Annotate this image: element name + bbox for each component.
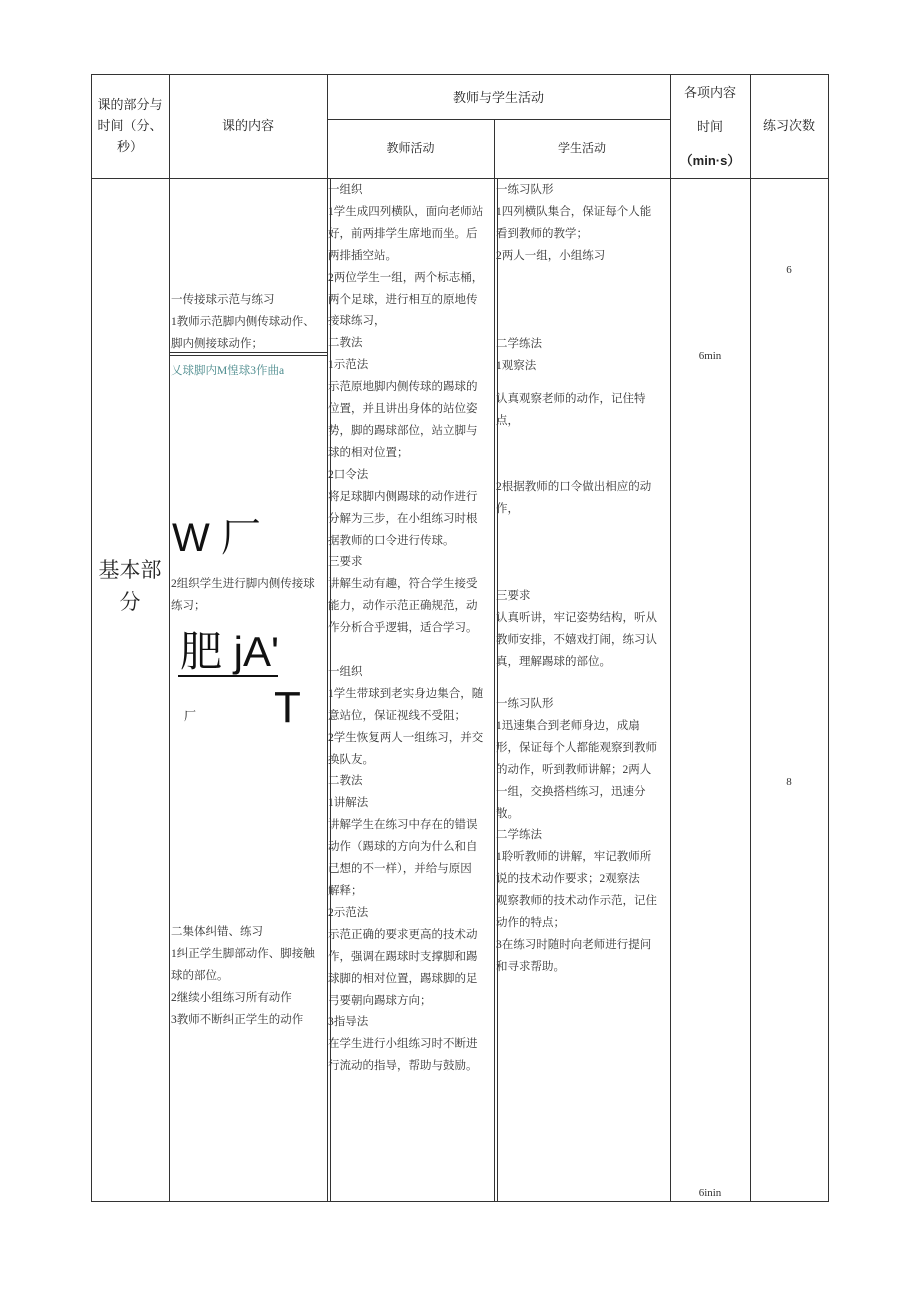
teacher-line: 解释； — [328, 884, 363, 897]
student-line: 和寻求帮助。 — [496, 960, 565, 973]
teacher-line: 己想的不一样），并给与原因 — [328, 863, 472, 876]
student-line: 1四列横队集合，保证每个人能 — [496, 205, 652, 218]
teacher-line: 三要求 — [328, 556, 363, 569]
teacher-line: 行流动的指导，帮助与鼓励。 — [328, 1060, 478, 1073]
content-line: 一传接球示范与练习 — [171, 294, 275, 306]
teacher-line: 作分析合乎逻辑，适合学习。 — [328, 622, 478, 635]
header-duration — [670, 76, 750, 178]
col-divider-5 — [750, 74, 751, 1202]
teacher-line: 意站位，保证视线不受阻； — [328, 709, 466, 722]
header-part-time-line-3: 秒） — [116, 139, 143, 154]
header-part-time-line-1: 课的部分与 — [97, 97, 163, 112]
student-line: 一组，交换搭档练习，迅速分 — [496, 785, 646, 798]
teacher-line: 换队友。 — [328, 753, 374, 766]
student-line: 2两人一组，小组练习 — [496, 249, 606, 262]
student-line: 1观察法 — [496, 359, 537, 372]
content-handwritten-mark-1: W 厂 — [172, 516, 261, 560]
content-line: 1教师示范脚内侧传球动作、 — [171, 315, 315, 328]
student-group-1 — [496, 180, 670, 268]
student-line: 3在练习时随时向老师进行提问 — [496, 938, 652, 951]
header-duration-line-1: 各项内容 — [683, 85, 736, 100]
teacher-activity-text — [328, 180, 494, 1078]
header-reps: 练习次数 — [762, 118, 815, 133]
header-content: 课的内容 — [221, 118, 274, 133]
student-group-5 — [496, 586, 670, 674]
content-line: 球的部位。 — [171, 969, 229, 982]
student-group-3 — [496, 389, 670, 433]
teacher-line: 球脚的相对位置，踢球脚的足 — [328, 972, 478, 985]
teacher-line: 球的相对位置； — [328, 446, 409, 459]
content-line: 3教师不断纠正学生的动作 — [171, 1013, 304, 1026]
header-part-time — [91, 94, 169, 157]
col-divider-3 — [494, 119, 495, 1202]
teacher-line: 一组织 — [328, 665, 363, 678]
teacher-line: 动作（踢球的方向为什么和自 — [328, 841, 478, 854]
teacher-line: 位置，并且讲出身体的站位姿 — [328, 403, 478, 416]
teacher-line: 将足球脚内侧踢球的动作进行 — [328, 490, 478, 503]
content-handwritten-mark-4: T — [274, 683, 301, 732]
content-block-2 — [171, 574, 326, 618]
teacher-line: 1示范法 — [328, 359, 369, 372]
header-duration-line-3: （min·s） — [679, 153, 741, 168]
teacher-line — [328, 640, 494, 662]
teacher-line: 2示范法 — [328, 906, 369, 919]
content-mark-underline — [178, 675, 278, 677]
teacher-line: 2口令法 — [328, 468, 369, 481]
student-line: 散。 — [496, 807, 519, 820]
student-line: 看到教师的教学； — [496, 227, 588, 240]
content-handwritten-mark-3: 厂 — [184, 709, 197, 723]
teacher-line: 两排插空站。 — [328, 249, 397, 262]
header-part-time-line-2: 时间（分、 — [97, 118, 163, 133]
duration-second: 6inin — [698, 1187, 722, 1199]
teacher-line: 2学生恢复两人一组练习，并交 — [328, 731, 484, 744]
reps-second: 8 — [786, 776, 792, 788]
teacher-line: 接球练习， — [328, 315, 386, 328]
table-left-border — [91, 74, 92, 1202]
teacher-line: 势，脚的踢球部位，站立脚与 — [328, 424, 478, 437]
content-line: 脚内侧接球动作； — [171, 337, 263, 350]
student-group-2 — [496, 334, 670, 378]
student-line: 二学练法 — [496, 338, 542, 350]
header-duration-line-2: 时间 — [696, 119, 723, 134]
col-divider-4 — [670, 74, 671, 1202]
header-bottom-border — [91, 178, 829, 179]
content-line: 1纠正学生脚部动作、脚接触 — [171, 947, 315, 960]
student-line: 的动作，听到教师讲解；2两人 — [496, 763, 652, 776]
student-line: 1聆听教师的讲解，牢记教师所 — [496, 851, 652, 864]
student-line: 二学练法 — [496, 829, 542, 842]
content-handwritten-mark-2: 肥 jA' — [180, 628, 280, 675]
col-divider-1 — [169, 74, 170, 1202]
student-line: 1迅速集合到老师身边，成扇 — [496, 719, 640, 732]
content-line: 练习； — [171, 599, 206, 612]
reps-first: 6 — [786, 264, 792, 276]
student-line: 点， — [496, 414, 519, 427]
teacher-line: 讲解生动有趣，符合学生接受 — [328, 578, 478, 591]
header-activity: 教师与学生活动 — [452, 90, 544, 105]
student-line: 教师安排，不嬉戏打闹，练习认 — [496, 633, 657, 646]
teacher-line: 弓要朝向踢球方向； — [328, 994, 432, 1007]
teacher-line: 1讲解法 — [328, 797, 369, 810]
teacher-line: 作，强调在踢球时支撑脚和踢 — [328, 950, 478, 963]
section-name — [91, 555, 169, 619]
student-line: 认真观察老师的动作，记住特 — [496, 393, 646, 405]
teacher-line: 二教法 — [328, 775, 363, 788]
student-line: 观察教师的技术动作示范，记住 — [496, 895, 657, 908]
table-bottom-border — [91, 1201, 829, 1202]
teacher-line: 两个足球，进行相互的原地传 — [328, 293, 478, 306]
teacher-line: 在学生进行小组练习时不断进 — [328, 1038, 478, 1051]
teacher-line: 一组织 — [328, 184, 363, 196]
student-line: 动作的特点； — [496, 917, 565, 930]
student-line: 说的技术动作要求；2观察法 — [496, 873, 640, 886]
student-line: 形，保证每个人都能观察到教师 — [496, 741, 657, 754]
student-line: 2根据教师的口令做出相应的动 — [496, 481, 652, 493]
student-inner-line — [497, 178, 498, 1201]
student-line: 三要求 — [496, 590, 531, 602]
teacher-line: 讲解学生在练习中存在的错误 — [328, 819, 478, 832]
student-line: 真，理解踢球的部位。 — [496, 655, 611, 668]
teacher-line: 分解为三步，在小组练习时根 — [328, 512, 478, 525]
activity-subheader-border — [327, 119, 670, 120]
content-block-3 — [171, 922, 326, 1032]
teacher-line: 2两位学生一组，两个标志桶， — [328, 271, 484, 284]
content-teal-note: 乂球脚内M惶球3作曲a — [171, 365, 285, 377]
student-group-6 — [496, 694, 670, 979]
student-line: 一练习队形 — [496, 698, 554, 710]
student-line: 一练习队形 — [496, 184, 554, 196]
content-line: 二集体纠错、练习 — [171, 926, 263, 938]
teacher-line: 好，前两排学生席地而坐。后 — [328, 227, 478, 240]
section-name-line-2: 分 — [119, 591, 141, 614]
duration-first: 6min — [698, 350, 722, 362]
header-teacher: 教师活动 — [386, 141, 435, 155]
teacher-line: 二教法 — [328, 337, 363, 350]
table-right-border — [828, 74, 829, 1202]
teacher-line: 示范正确的要求更高的技术动 — [328, 928, 478, 941]
student-line: 认真听讲，牢记姿势结构，听从 — [496, 611, 657, 624]
teacher-line: 能力，动作示范正确规范，动 — [328, 600, 478, 613]
content-block-1 — [171, 290, 326, 356]
student-line: 作， — [496, 502, 519, 515]
teacher-line: 示范原地脚内侧传球的踢球的 — [328, 381, 478, 394]
section-name-line-1: 基本部 — [98, 559, 162, 582]
content-line: 2组织学生进行脚内侧传接球 — [171, 578, 315, 590]
student-group-4 — [496, 477, 670, 521]
teacher-line: 据教师的口令进行传球。 — [328, 534, 455, 547]
header-student: 学生活动 — [557, 141, 606, 155]
teacher-line: 3指导法 — [328, 1016, 369, 1029]
teacher-line: 1学生成四列横队，面向老师站 — [328, 205, 484, 218]
content-line: 2继续小组练习所有动作 — [171, 991, 292, 1004]
teacher-line: 1学生带球到老实身边集合，随 — [328, 687, 484, 700]
table-top-border — [91, 74, 829, 75]
